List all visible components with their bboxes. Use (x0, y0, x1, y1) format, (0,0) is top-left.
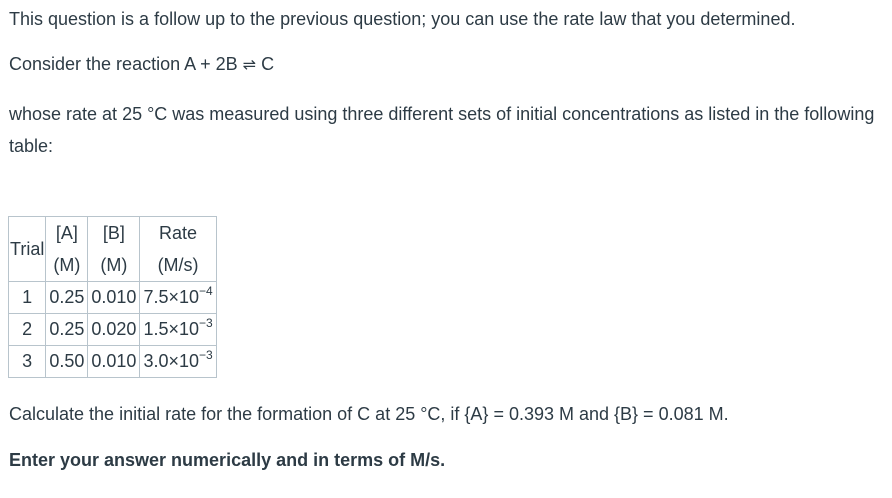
instruction-text: Enter your answer numerically and in terms of M/s. (9, 450, 446, 470)
rate-exponent: −3 (199, 316, 213, 330)
trial-cell: 1 (9, 282, 46, 314)
header-rate-top: Rate (140, 217, 216, 250)
question-text: Calculate the initial rate for the formation of C at 25 °C, if {A} = 0.393 M and {B} = 0.081 M. (9, 404, 729, 424)
b-conc-cell: 0.010 (88, 282, 140, 314)
trial-cell: 3 (9, 346, 46, 378)
a-conc-cell: 0.25 (46, 314, 88, 346)
rate-cell (140, 314, 216, 346)
header-b-unit: (M) (88, 249, 140, 282)
table-row (9, 346, 217, 378)
trial-cell: 2 (9, 314, 46, 346)
a-conc-cell: 0.50 (46, 346, 88, 378)
rate-exponent: −3 (199, 348, 213, 362)
a-conc-cell: 0.25 (46, 282, 88, 314)
rate-base: 1.5×10 (143, 319, 199, 339)
rate-data-table (8, 216, 217, 378)
intro-text: This question is a follow up to the previous question; you can use the rate law that you determined. (9, 9, 796, 29)
header-a-unit: (M) (46, 249, 88, 282)
description-text: whose rate at 25 °C was measured using three different sets of initial concentrations as listed in the following table: (9, 104, 875, 156)
b-conc-cell: 0.020 (88, 314, 140, 346)
header-b-top: [B] (88, 217, 140, 250)
rate-base: 3.0×10 (143, 351, 199, 371)
header-trial: Trial (9, 217, 46, 282)
equilibrium-arrow-icon: ⇌ (242, 57, 257, 74)
rate-cell (140, 346, 216, 378)
rate-exponent: −4 (199, 284, 213, 298)
header-rate-unit: (M/s) (140, 249, 216, 282)
reaction-line (9, 53, 274, 77)
table-row (9, 314, 217, 346)
rate-cell (140, 282, 216, 314)
reaction-product: C (261, 54, 275, 74)
b-conc-cell: 0.010 (88, 346, 140, 378)
header-a-top: [A] (46, 217, 88, 250)
table-header-row (9, 217, 217, 250)
reaction-prefix: Consider the reaction A + 2B (9, 54, 238, 74)
rate-base: 7.5×10 (143, 287, 199, 307)
table-row (9, 282, 217, 314)
